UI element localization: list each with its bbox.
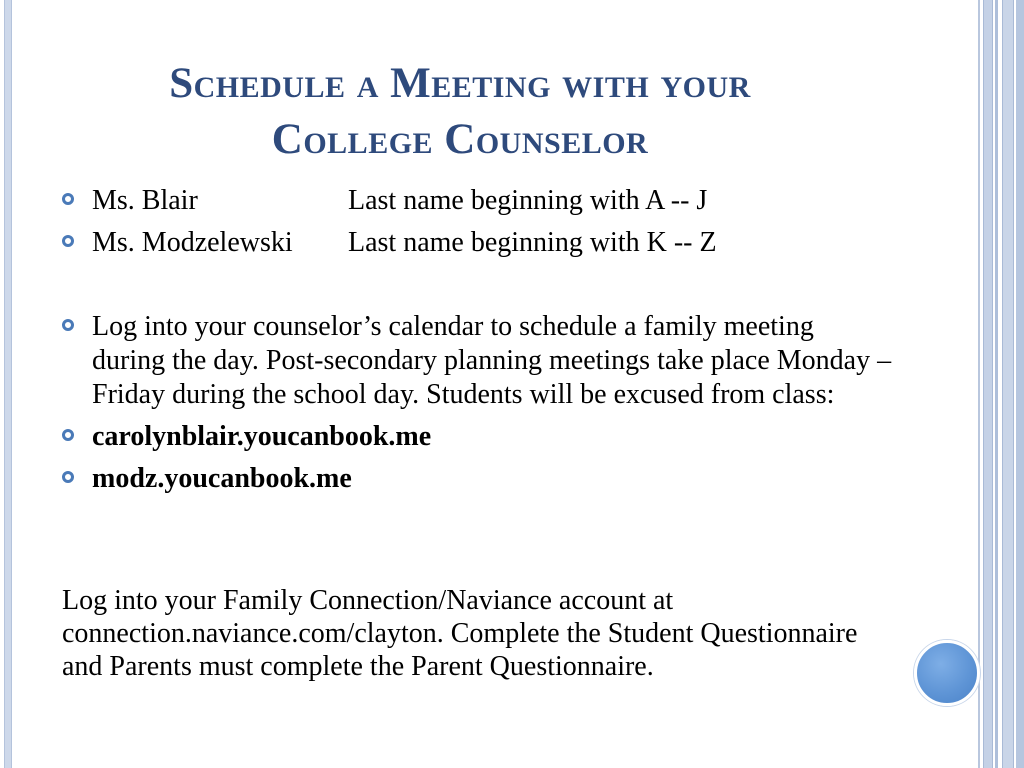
bullet-circle-icon	[62, 235, 74, 247]
stripe	[1016, 0, 1024, 768]
instructions-text: Log into your counselor’s calendar to schedule a family meeting during the day. Post-secondary planning meetings take place Monday –Friday during the school day. Students will be excused from class:	[92, 311, 892, 410]
counselor-range: Last name beginning with K -- Z	[348, 227, 717, 258]
title-line-1: Schedule a Meeting with your	[169, 60, 751, 107]
slide-title	[90, 56, 830, 168]
stripe	[983, 0, 993, 768]
accent-circle-decoration	[914, 640, 980, 706]
booking-link-blair[interactable]: carolynblair.youcanbook.me	[92, 421, 432, 452]
right-stripes-decoration	[976, 0, 1024, 768]
bullet-circle-icon	[62, 471, 74, 483]
bullet-circle-icon	[62, 319, 74, 331]
list-item-modzelewski	[62, 226, 892, 260]
stripe	[995, 0, 998, 768]
counselor-name: Ms. Modzelewski	[92, 227, 293, 258]
list-item-instructions	[62, 310, 892, 412]
closing-paragraph: Log into your Family Connection/Naviance account at connection.naviance.com/clayton. Complete the Student Questionnaire and Parents must complete the Parent Questionnaire.	[62, 585, 858, 682]
booking-link-modz[interactable]: modz.youcanbook.me	[92, 463, 352, 494]
list-item-link-modz[interactable]	[62, 462, 892, 496]
counselor-range: Last name beginning with A -- J	[348, 185, 708, 216]
list-item-blair	[62, 184, 892, 218]
bullet-circle-icon	[62, 193, 74, 205]
counselor-name: Ms. Blair	[92, 185, 198, 216]
stripe	[978, 0, 980, 768]
title-line-2: College Counselor	[271, 116, 649, 163]
left-border-decoration	[4, 0, 12, 768]
stripe	[1002, 0, 1014, 768]
bullet-list	[62, 184, 892, 496]
list-item-link-blair[interactable]	[62, 420, 892, 454]
bullet-circle-icon	[62, 429, 74, 441]
